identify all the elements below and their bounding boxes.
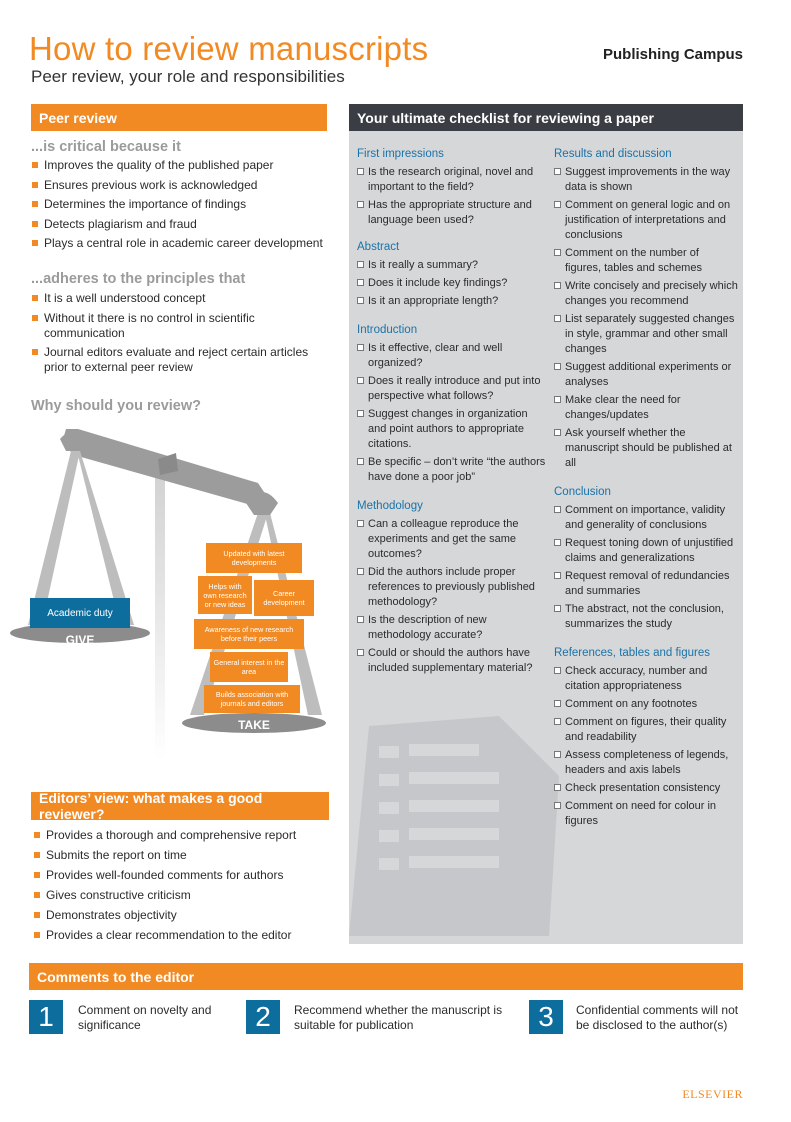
list-item: Detects plagiarism and fraud: [31, 217, 331, 232]
take-box-builds: Builds association with journals and editors: [204, 685, 300, 713]
critical-heading: ...is critical because it: [31, 139, 181, 155]
elsevier-logo: ELSEVIER: [682, 1087, 743, 1101]
checklist-item-label: Has the appropriate structure and language been used?: [368, 199, 532, 226]
checklist-item: [357, 294, 547, 309]
checkbox-icon[interactable]: [357, 616, 364, 623]
checkbox-icon[interactable]: [357, 410, 364, 417]
checklist-item: [554, 569, 738, 599]
checklist-item: [554, 715, 738, 745]
brand-logo: Publishing Campus: [602, 46, 743, 63]
checklist-item: [357, 374, 547, 404]
comment-number-3: 3: [529, 1000, 563, 1034]
checklist-item-label: Is it effective, clear and well organized?: [368, 342, 503, 369]
section-introduction: [357, 324, 547, 485]
checklist-item: [554, 748, 738, 778]
take-box-helps: Helps with own research or new ideas: [198, 576, 252, 614]
principles-section: [31, 271, 331, 380]
checkbox-icon[interactable]: [357, 458, 364, 465]
comments-heading: Comments to the editor: [29, 963, 743, 990]
checklist-item: [554, 279, 738, 309]
checklist-item: [554, 165, 738, 195]
list-item: Plays a central role in academic career development: [31, 236, 331, 251]
checklist-col-left: [357, 148, 547, 679]
page-subtitle: Peer review, your role and responsibilities: [31, 67, 345, 86]
why-heading: Why should you review?: [31, 398, 201, 414]
checkbox-icon[interactable]: [554, 506, 561, 513]
checkbox-icon[interactable]: [554, 718, 561, 725]
checklist-item: [554, 503, 738, 533]
critical-list: [31, 158, 331, 251]
section-title: First impressions: [357, 148, 444, 160]
take-box-general: General interest in the area: [210, 652, 288, 682]
checkbox-icon[interactable]: [554, 363, 561, 370]
section-abstract: [357, 241, 547, 309]
take-label: TAKE: [238, 718, 270, 732]
checkbox-icon[interactable]: [554, 784, 561, 791]
checklist-item: [357, 613, 547, 643]
editors-view-section: [33, 828, 333, 948]
checklist-item-label: Suggest improvements in the way data is shown: [565, 166, 731, 193]
checklist-item: [554, 426, 738, 471]
principles-heading: ...adheres to the principles that: [31, 271, 246, 287]
section-methodology: [357, 500, 547, 676]
checkbox-icon[interactable]: [554, 249, 561, 256]
section-title: References, tables and figures: [554, 647, 710, 659]
checklist-item: [554, 799, 738, 829]
take-box-awareness: Awareness of new research before their peers: [194, 619, 304, 649]
checklist-item-label: Make clear the need for changes/updates: [565, 394, 681, 421]
comment-text-1: Comment on novelty and significance: [78, 1003, 212, 1032]
checklist-item: [554, 602, 738, 632]
checklist-item-label: Comment on any footnotes: [565, 698, 698, 710]
section-title: Conclusion: [554, 486, 611, 498]
checklist-item-label: Is the description of new methodology accurate?: [368, 614, 487, 641]
checklist-item-label: Suggest additional experiments or analyses: [565, 361, 732, 388]
checklist-item: [554, 312, 738, 357]
comment-number-2: 2: [246, 1000, 280, 1034]
checkbox-icon[interactable]: [554, 700, 561, 707]
checkbox-icon[interactable]: [554, 539, 561, 546]
checkbox-icon[interactable]: [357, 168, 364, 175]
critical-section: [31, 139, 331, 256]
checkbox-icon[interactable]: [554, 605, 561, 612]
section-title: Results and discussion: [554, 148, 672, 160]
checklist-item-label: List separately suggested changes in style, grammar and other small changes: [565, 313, 735, 355]
checklist-item: [357, 165, 547, 195]
checkbox-icon[interactable]: [357, 201, 364, 208]
list-item: Without it there is no control in scientific communication: [31, 311, 331, 341]
comment-text-3: Confidential comments will not be disclosed to the author(s): [576, 1003, 739, 1032]
checklist-item-label: Check presentation consistency: [565, 782, 721, 794]
section-title: Abstract: [357, 241, 400, 253]
list-item: Gives constructive criticism: [33, 888, 333, 903]
checklist-panel: [349, 104, 743, 944]
list-item: Journal editors evaluate and reject certain articles prior to external peer review: [31, 345, 331, 375]
checkbox-icon[interactable]: [357, 568, 364, 575]
checklist-item-label: Comment on importance, validity and generality of conclusions: [565, 504, 726, 531]
checkbox-icon[interactable]: [357, 261, 364, 268]
principles-list: [31, 291, 331, 375]
give-label: GIVE: [65, 633, 95, 647]
section-conclusion: [554, 486, 738, 632]
checkbox-icon[interactable]: [554, 802, 561, 809]
editors-view-list: [33, 828, 333, 943]
section-title: Methodology: [357, 500, 423, 512]
checklist-col-right: [554, 148, 738, 832]
checklist-item: [357, 517, 547, 562]
section-first-impressions: [357, 148, 547, 228]
page-title: How to review manuscripts: [29, 30, 429, 67]
section-results: [554, 148, 738, 471]
list-item: Improves the quality of the published paper: [31, 158, 331, 173]
take-box-updated: Updated with latest developments: [206, 543, 302, 573]
checklist-item: [357, 276, 547, 291]
checkbox-icon[interactable]: [357, 649, 364, 656]
checklist-item-label: Ask yourself whether the manuscript should be published at all: [565, 427, 732, 469]
checklist-item: [554, 697, 738, 712]
checklist-item-label: Does it include key findings?: [368, 277, 508, 289]
editors-view-heading: Editors’ view: what makes a good reviewer?: [31, 792, 329, 820]
checklist-item: [357, 646, 547, 676]
checklist-item: [357, 198, 547, 228]
checklist-item-label: Could or should the authors have included supplementary material?: [368, 647, 533, 674]
checklist-item: [357, 341, 547, 371]
list-item: Ensures previous work is acknowledged: [31, 178, 331, 193]
checklist-item-label: Suggest changes in organization and point authors to appropriate citations.: [368, 408, 528, 450]
checklist-item: [554, 360, 738, 390]
checklist-item-label: Is it really a summary?: [368, 259, 479, 271]
checkbox-icon[interactable]: [554, 396, 561, 403]
checkbox-icon[interactable]: [554, 315, 561, 322]
list-item: Provides a thorough and comprehensive report: [33, 828, 333, 843]
checklist-item: [554, 198, 738, 243]
checkbox-icon[interactable]: [554, 168, 561, 175]
list-item: It is a well understood concept: [31, 291, 331, 306]
checkbox-icon[interactable]: [357, 520, 364, 527]
section-title: Introduction: [357, 324, 418, 336]
comment-text-2: Recommend whether the manuscript is suitable for publication: [294, 1003, 503, 1032]
list-item: Submits the report on time: [33, 848, 333, 863]
checklist-item-label: Comment on general logic and on justification of interpretations and conclusions: [565, 199, 731, 241]
checkbox-icon[interactable]: [554, 282, 561, 289]
checklist-heading: Your ultimate checklist for reviewing a paper: [349, 104, 743, 131]
checklist-item-label: Is the research original, novel and important to the field?: [368, 166, 534, 193]
checklist-item: [357, 455, 547, 485]
checklist-item-label: Assess completeness of legends, headers and axis labels: [565, 749, 729, 776]
checklist-item: [357, 407, 547, 452]
checklist-item: [554, 393, 738, 423]
checklist-item: [554, 781, 738, 796]
checklist-item-label: The abstract, not the conclusion, summarizes the study: [565, 603, 724, 630]
checklist-item: [357, 565, 547, 610]
section-references: [554, 647, 738, 829]
checklist-item-label: Is it an appropriate length?: [368, 295, 499, 307]
checkbox-icon[interactable]: [554, 572, 561, 579]
checkbox-icon[interactable]: [357, 344, 364, 351]
take-box-career: Career development: [254, 580, 314, 616]
why-section: [31, 398, 331, 414]
document-watermark-icon: [349, 716, 589, 936]
balance-scale: [8, 425, 338, 760]
list-item: Demonstrates objectivity: [33, 908, 333, 923]
list-item: Determines the importance of findings: [31, 197, 331, 212]
list-item: Provides a clear recommendation to the editor: [33, 928, 333, 943]
checkbox-icon[interactable]: [357, 297, 364, 304]
checkbox-icon[interactable]: [554, 667, 561, 674]
checklist-item-label: Does it really introduce and put into perspective what follows?: [368, 375, 541, 402]
checklist-item: [357, 258, 547, 273]
list-item: Provides well-founded comments for authors: [33, 868, 333, 883]
checklist-item: [554, 536, 738, 566]
checklist-item-label: Request removal of redundancies and summaries: [565, 570, 730, 597]
checklist-item-label: Write concisely and precisely which changes you recommend: [565, 280, 738, 307]
checkbox-icon[interactable]: [554, 201, 561, 208]
peer-review-heading: Peer review: [31, 104, 327, 131]
checklist-item-label: Comment on the number of figures, tables and schemes: [565, 247, 702, 274]
checklist-item-label: Check accuracy, number and citation appropriateness: [565, 665, 708, 692]
checklist-item: [554, 664, 738, 694]
checklist-item-label: Did the authors include proper references to previously published methodology?: [368, 566, 535, 608]
checklist-item-label: Be specific – don’t write “the authors have done a poor job”: [368, 456, 546, 483]
checkbox-icon[interactable]: [554, 751, 561, 758]
checkbox-icon[interactable]: [357, 377, 364, 384]
checklist-item: [554, 246, 738, 276]
checklist-item-label: Comment on figures, their quality and readability: [565, 716, 727, 743]
checklist-item-label: Can a colleague reproduce the experiments and get the same outcomes?: [368, 518, 519, 560]
comment-number-1: 1: [29, 1000, 63, 1034]
checklist-item-label: Request toning down of unjustified claims and generalizations: [565, 537, 734, 564]
checkbox-icon[interactable]: [554, 429, 561, 436]
give-box-academic-duty: Academic duty: [30, 598, 130, 628]
checkbox-icon[interactable]: [357, 279, 364, 286]
checklist-item-label: Comment on need for colour in figures: [565, 800, 717, 827]
